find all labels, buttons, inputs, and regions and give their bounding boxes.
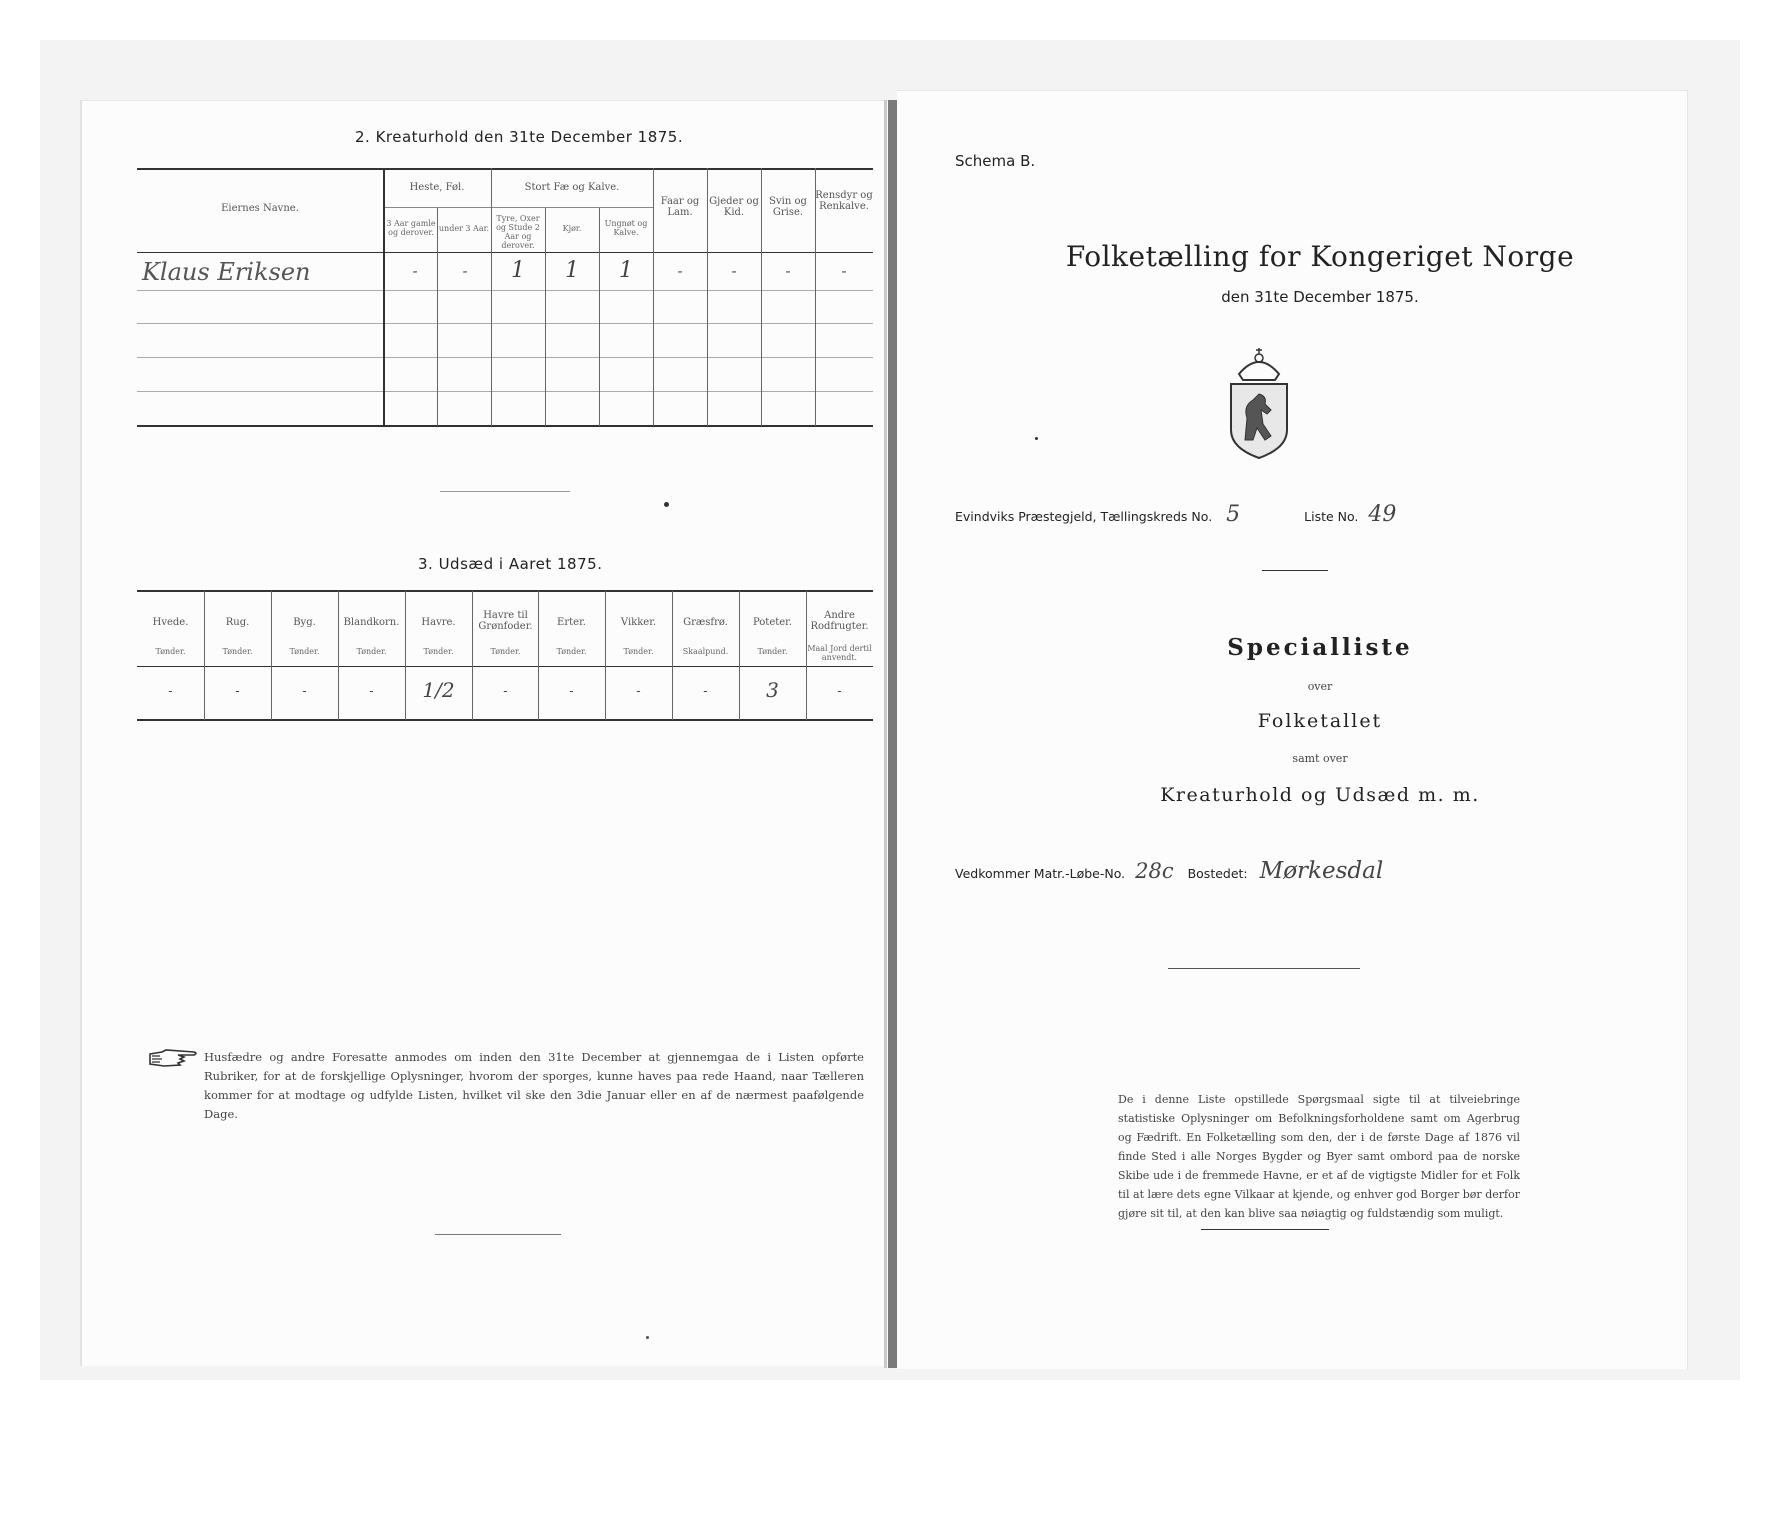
udsaed-cell-value: - — [503, 684, 508, 699]
liste-number: 49 — [1368, 502, 1397, 527]
col-divider — [545, 208, 546, 426]
cell-value: - — [841, 262, 847, 280]
col-kjor-header: Kjør. — [562, 224, 582, 233]
samt-over-text: samt over — [1292, 752, 1348, 765]
parish-line — [955, 502, 1396, 527]
cell-value: - — [412, 262, 418, 280]
table-bottom-rule — [137, 425, 873, 427]
section2-title: 2. Kreaturhold den 31te December 1875. — [355, 128, 684, 146]
udsaed-col-header: Byg. — [293, 617, 316, 628]
udsaed-col-header: Erter. — [557, 617, 586, 628]
coat-of-arms-icon — [1225, 344, 1293, 464]
udsaed-col-unit: Tønder. — [155, 647, 186, 656]
row-rule — [137, 391, 873, 392]
group-heste-header: Heste, Føl. — [409, 182, 465, 193]
udsaed-cell-value: - — [168, 684, 173, 699]
col-owner-header: Eiernes Navne. — [221, 203, 299, 214]
document-title: Folketælling for Kongeriget Norge — [1065, 240, 1575, 273]
matr-line — [955, 858, 1383, 884]
tellingskreds-number: 5 — [1226, 502, 1241, 527]
udsaed-col-unit: Maal Jord dertil anvendt. — [807, 644, 872, 662]
udsaed-col-header: Hvede. — [152, 617, 189, 628]
book-spine-shadow — [884, 100, 887, 1368]
over-text: over — [1307, 680, 1333, 693]
matr-label: Vedkommer Matr.-Løbe-No. — [955, 866, 1126, 881]
udsaed-col-header: Vikker. — [620, 617, 657, 628]
cell-value: - — [731, 262, 737, 280]
col-rensdyr-header: Rensdyr og Renkalve. — [815, 190, 873, 212]
udsaed-col-header: Græsfrø. — [683, 617, 728, 628]
owner-name: Klaus Eriksen — [142, 258, 311, 286]
instruction-note: Husfædre og andre Foresatte anmodes om inden den 31te December at gjennemgaa de i Listen opførte Rubriker, for at de forskjellige Oplysninger, hvorom der sporges, kunne haves paa rede Haand, naar Tælleren kommer for at modtage og udfylde Listen, hvilket vil ske den 3die Januar eller en af de nærmest paafølgende Dage. — [204, 1050, 864, 1121]
specialliste-heading: Specialliste — [1227, 634, 1413, 661]
udsaed-col-unit: Tønder. — [356, 647, 387, 656]
schema-label: Schema B. — [955, 152, 1036, 170]
cell-value: - — [677, 262, 683, 280]
separator — [1168, 968, 1360, 969]
row-rule — [137, 290, 873, 291]
udsaed-col-unit: Tønder. — [222, 647, 253, 656]
matr-number: 28c — [1135, 859, 1174, 883]
section3-title: 3. Udsæd i Aaret 1875. — [418, 555, 603, 573]
group-rule — [491, 207, 653, 208]
ink-dot — [664, 502, 669, 507]
col-divider — [491, 168, 492, 426]
census-explanation: De i denne Liste opstillede Spørgsmaal sigte til at tilveiebringe statistiske Oplysninger om Befolkningsforholdene samt om Agerbrug og Fædrift. En Folketælling som den, der i de første Dage af 1876 vil finde Sted i alle Norges Bygder og Byer samt ombord paa de norske Skibe ude i de fremmede Havne, er et af de vigtigste Midler for et Folk til at lære dets egne Vilkaar at kjende, og enhver god Borger bør derfor gjøre sit til, at den kan blive saa nøiagtig og fuldstændig som muligt. — [1118, 1093, 1520, 1220]
col-divider — [383, 168, 385, 426]
kreaturhold-heading: Kreaturhold og Udsæd m. m. — [1160, 784, 1480, 806]
bostedet-label: Bostedet: — [1187, 866, 1248, 881]
udsaed-col-unit: Tønder. — [757, 647, 788, 656]
udsaed-cell-value: - — [837, 684, 842, 699]
udsaed-cell-value: - — [302, 684, 307, 699]
udsaed-cell-value: - — [569, 684, 574, 699]
ink-dot — [1035, 437, 1038, 440]
udsaed-col-header: Blandkorn. — [343, 617, 400, 628]
udsaed-col-header: Poteter. — [752, 617, 793, 628]
udsaed-col-header: Rug. — [225, 617, 250, 628]
cell-value: - — [785, 262, 791, 280]
col-divider — [599, 208, 600, 426]
cell-value: - — [462, 262, 468, 280]
table-header-rule — [137, 666, 873, 667]
col-tyre-header: Tyre, Oxer og Stude 2 Aar og derover. — [496, 214, 540, 250]
col-ungnot-header: Ungnøt og Kalve. — [604, 219, 648, 237]
ink-dot — [646, 1336, 649, 1339]
bostedet-value: Mørkesdal — [1259, 858, 1384, 884]
udsaed-cell-value: 1/2 — [422, 678, 455, 702]
col-gjeder-header: Gjeder og Kid. — [709, 196, 759, 218]
parish-label: Evindviks Præstegjeld, Tællingskreds No. — [955, 509, 1213, 524]
row-rule — [137, 323, 873, 324]
udsaed-col-unit: Tønder. — [289, 647, 320, 656]
separator — [1201, 1229, 1329, 1230]
table-header-rule — [137, 252, 873, 253]
separator — [440, 491, 570, 492]
pointing-hand-icon — [148, 1048, 200, 1070]
udsaed-cell-value: - — [703, 684, 708, 699]
udsaed-cell-value: 3 — [766, 678, 779, 702]
table-top-rule — [137, 590, 873, 592]
separator — [1262, 570, 1328, 571]
udsaed-col-unit: Tønder. — [556, 647, 587, 656]
cell-value: 1 — [511, 258, 525, 283]
udsaed-col-unit: Tønder. — [623, 647, 654, 656]
udsaed-col-header: Havre. — [421, 617, 456, 628]
cell-value: 1 — [619, 258, 633, 283]
udsaed-cell-value: - — [235, 684, 240, 699]
table-top-rule — [137, 168, 873, 170]
book-spine — [888, 100, 897, 1368]
row-rule — [137, 357, 873, 358]
col-heste-young-header: under 3 Aar. — [438, 224, 490, 233]
col-divider — [437, 208, 438, 426]
document-date: den 31te December 1875. — [1221, 288, 1419, 306]
udsaed-col-header: Andre Rodfrugter. — [810, 610, 869, 632]
udsaed-col-unit: Skaalpund. — [682, 647, 729, 656]
table-bottom-rule — [137, 719, 873, 721]
cell-value: 1 — [565, 258, 579, 283]
group-stort-header: Stort Fæ og Kalve. — [524, 182, 620, 193]
liste-label: Liste No. — [1304, 509, 1359, 524]
udsaed-col-header: Havre til Grønfoder. — [478, 610, 533, 632]
udsaed-cell-value: - — [636, 684, 641, 699]
udsaed-cell-value: - — [369, 684, 374, 699]
col-faar-header: Faar og Lam. — [660, 196, 700, 218]
folketallet-heading: Folketallet — [1257, 710, 1383, 732]
udsaed-col-unit: Tønder. — [423, 647, 454, 656]
udsaed-col-unit: Tønder. — [490, 647, 521, 656]
col-heste-old-header: 3 Aar gamle og derover. — [386, 219, 436, 237]
col-svin-header: Svin og Grise. — [769, 196, 807, 218]
separator — [435, 1234, 561, 1235]
